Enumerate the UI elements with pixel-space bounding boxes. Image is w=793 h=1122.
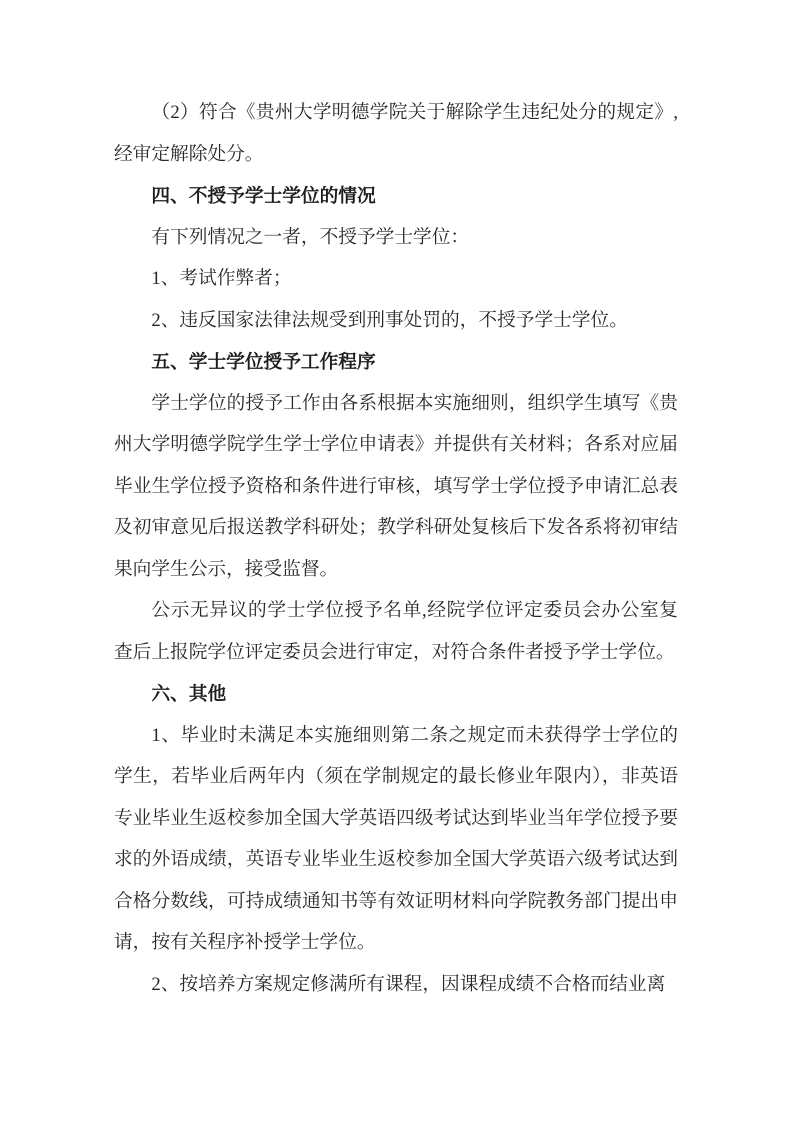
section-heading-6: 六、其他 xyxy=(151,683,227,704)
body-paragraph-item-1: 1、考试作弊者； xyxy=(151,268,292,289)
body-paragraph-clause-2: （2）符合《贵州大学明德学院关于解除学生违纪处分的规定》,经审定解除处分。 xyxy=(114,102,678,165)
body-paragraph-procedure-2: 公示无异议的学士学位授予名单,经院学位评定委员会办公室复查后上报院学位评定委员会进行审定，对符合条件者授予学士学位。 xyxy=(114,600,678,663)
document-content xyxy=(114,92,678,1005)
body-paragraph-other-1: 1、毕业时未满足本实施细则第二条之规定而未获得学士学位的学生，若毕业后两年内（须在学制规定的最长修业年限内），非英语专业毕业生返校参加全国大学英语四级考试达到毕业当年学位授予要求的外语成绩，英语专业毕业生返校参加全国大学英语六级考试达到合格分数线，可持成绩通知书等有效证明材料向学院教务部门提出申请，按有关程序补授学士学位。 xyxy=(114,724,678,953)
section-heading-5: 五、学士学位授予工作程序 xyxy=(151,351,376,372)
body-paragraph-item-2: 2、违反国家法律法规受到刑事处罚的，不授予学士学位。 xyxy=(151,309,628,331)
body-paragraph-other-2: 2、按培养方案规定修满所有课程，因课程成绩不合格而结业离 xyxy=(151,973,666,995)
section-heading-4: 四、不授予学士学位的情况 xyxy=(151,185,376,206)
body-paragraph-procedure-1: 学士学位的授予工作由各系根据本实施细则，组织学生填写《贵州大学明德学院学生学士学位申请表》并提供有关材料；各系对应届毕业生学位授予资格和条件进行审核，填写学士学位授予申请汇总表及初审意见后报送教学科研处；教学科研处复核后下发各系将初审结果向学生公示，接受监督。 xyxy=(114,392,678,580)
body-paragraph-intro: 有下列情况之一者，不授予学士学位： xyxy=(151,226,470,248)
